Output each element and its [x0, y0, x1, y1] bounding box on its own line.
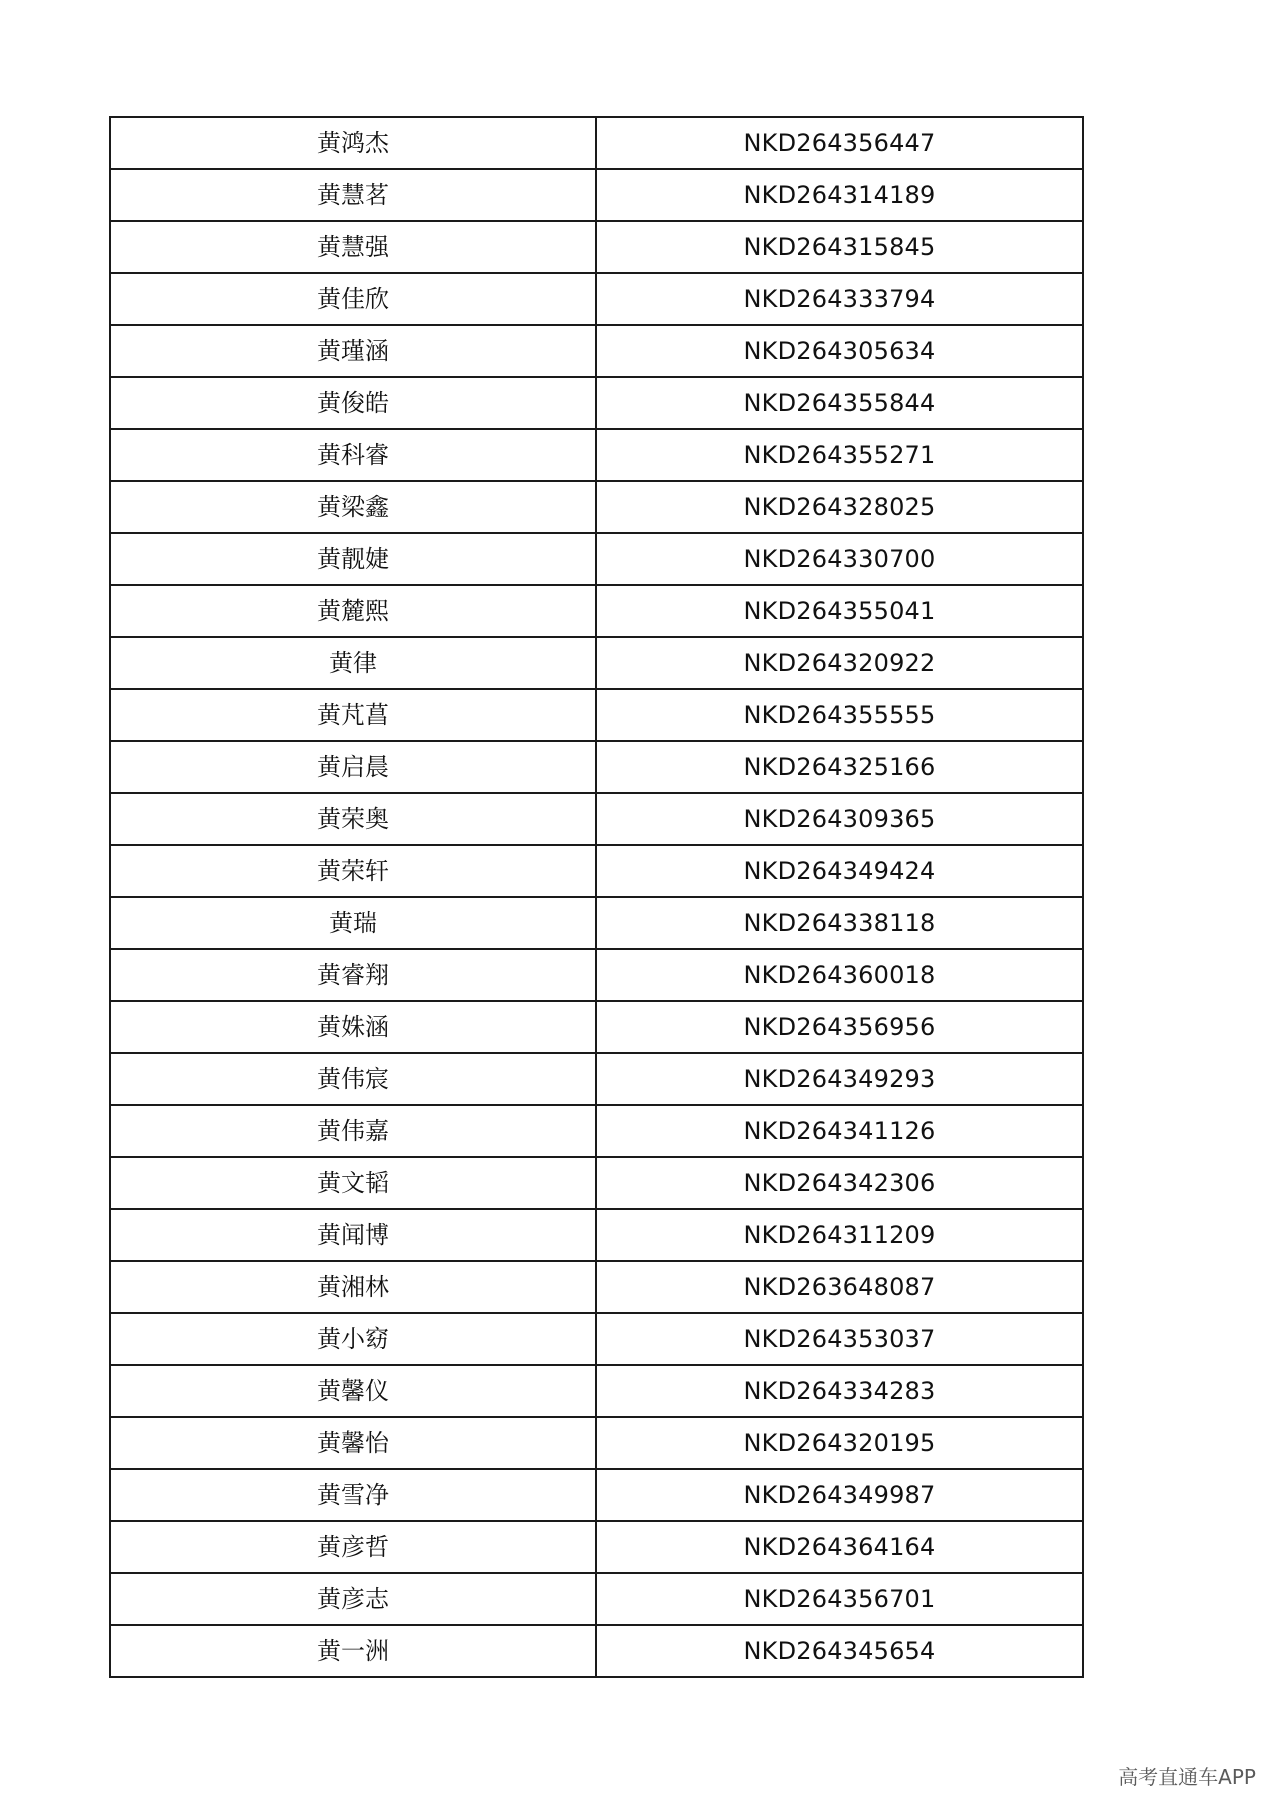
name-cell: 黄彦哲	[110, 1521, 596, 1573]
roster-table	[109, 116, 1084, 1678]
table-row	[110, 377, 1083, 429]
registration-number-cell: NKD264355271	[596, 429, 1083, 481]
table-row	[110, 533, 1083, 585]
name-cell: 黄一洲	[110, 1625, 596, 1677]
name-cell: 黄湘林	[110, 1261, 596, 1313]
table-row	[110, 689, 1083, 741]
table-row	[110, 429, 1083, 481]
table-row	[110, 741, 1083, 793]
name-cell: 黄瑞	[110, 897, 596, 949]
registration-number-cell: NKD264349987	[596, 1469, 1083, 1521]
table-row	[110, 221, 1083, 273]
table-row	[110, 1001, 1083, 1053]
name-cell: 黄伟宸	[110, 1053, 596, 1105]
registration-number-cell: NKD264305634	[596, 325, 1083, 377]
table-row	[110, 1313, 1083, 1365]
name-cell: 黄靓婕	[110, 533, 596, 585]
name-cell: 黄鸿杰	[110, 117, 596, 169]
registration-number-cell: NKD264330700	[596, 533, 1083, 585]
table-row	[110, 1625, 1083, 1677]
registration-number-cell: NKD264342306	[596, 1157, 1083, 1209]
table-row	[110, 897, 1083, 949]
name-cell: 黄律	[110, 637, 596, 689]
name-cell: 黄荣轩	[110, 845, 596, 897]
registration-number-cell: NKD264334283	[596, 1365, 1083, 1417]
table-row	[110, 117, 1083, 169]
table-row	[110, 169, 1083, 221]
name-cell: 黄慧茗	[110, 169, 596, 221]
table-row	[110, 1053, 1083, 1105]
registration-number-cell: NKD264315845	[596, 221, 1083, 273]
table-row	[110, 1365, 1083, 1417]
name-cell: 黄文韬	[110, 1157, 596, 1209]
registration-number-cell: NKD264311209	[596, 1209, 1083, 1261]
name-cell: 黄科睿	[110, 429, 596, 481]
name-cell: 黄彦志	[110, 1573, 596, 1625]
table-row	[110, 585, 1083, 637]
registration-number-cell: NKD264333794	[596, 273, 1083, 325]
name-cell: 黄俊皓	[110, 377, 596, 429]
table-row	[110, 1521, 1083, 1573]
table-row	[110, 845, 1083, 897]
registration-number-cell: NKD264325166	[596, 741, 1083, 793]
table-row	[110, 1261, 1083, 1313]
name-cell: 黄慧强	[110, 221, 596, 273]
name-cell: 黄麓熙	[110, 585, 596, 637]
registration-number-cell: NKD264349424	[596, 845, 1083, 897]
name-cell: 黄芃菖	[110, 689, 596, 741]
registration-number-cell: NKD264320922	[596, 637, 1083, 689]
table-row	[110, 1573, 1083, 1625]
registration-number-cell: NKD264309365	[596, 793, 1083, 845]
name-cell: 黄梁鑫	[110, 481, 596, 533]
registration-number-cell: NKD264320195	[596, 1417, 1083, 1469]
table-row	[110, 793, 1083, 845]
registration-number-cell: NKD264314189	[596, 169, 1083, 221]
name-cell: 黄馨仪	[110, 1365, 596, 1417]
registration-number-cell: NKD264355555	[596, 689, 1083, 741]
registration-number-cell: NKD263648087	[596, 1261, 1083, 1313]
table-row	[110, 273, 1083, 325]
name-cell: 黄佳欣	[110, 273, 596, 325]
table-row	[110, 481, 1083, 533]
roster-table-body	[110, 117, 1083, 1677]
name-cell: 黄荣奥	[110, 793, 596, 845]
name-cell: 黄小窈	[110, 1313, 596, 1365]
table-row	[110, 1157, 1083, 1209]
name-cell: 黄启晨	[110, 741, 596, 793]
name-cell: 黄雪净	[110, 1469, 596, 1521]
registration-number-cell: NKD264345654	[596, 1625, 1083, 1677]
registration-number-cell: NKD264341126	[596, 1105, 1083, 1157]
name-cell: 黄瑾涵	[110, 325, 596, 377]
name-cell: 黄闻博	[110, 1209, 596, 1261]
name-cell: 黄睿翔	[110, 949, 596, 1001]
registration-number-cell: NKD264356447	[596, 117, 1083, 169]
table-row	[110, 1105, 1083, 1157]
registration-number-cell: NKD264356701	[596, 1573, 1083, 1625]
table-row	[110, 1209, 1083, 1261]
table-row	[110, 1417, 1083, 1469]
name-cell: 黄伟嘉	[110, 1105, 596, 1157]
name-cell: 黄馨怡	[110, 1417, 596, 1469]
registration-number-cell: NKD264355041	[596, 585, 1083, 637]
table-row	[110, 637, 1083, 689]
registration-number-cell: NKD264328025	[596, 481, 1083, 533]
table-row	[110, 949, 1083, 1001]
registration-number-cell: NKD264353037	[596, 1313, 1083, 1365]
registration-number-cell: NKD264355844	[596, 377, 1083, 429]
table-row	[110, 325, 1083, 377]
registration-number-cell: NKD264360018	[596, 949, 1083, 1001]
name-cell: 黄姝涵	[110, 1001, 596, 1053]
registration-number-cell: NKD264364164	[596, 1521, 1083, 1573]
registration-number-cell: NKD264356956	[596, 1001, 1083, 1053]
registration-number-cell: NKD264349293	[596, 1053, 1083, 1105]
registration-number-cell: NKD264338118	[596, 897, 1083, 949]
watermark-text: 高考直通车APP	[1118, 1765, 1256, 1789]
table-row	[110, 1469, 1083, 1521]
